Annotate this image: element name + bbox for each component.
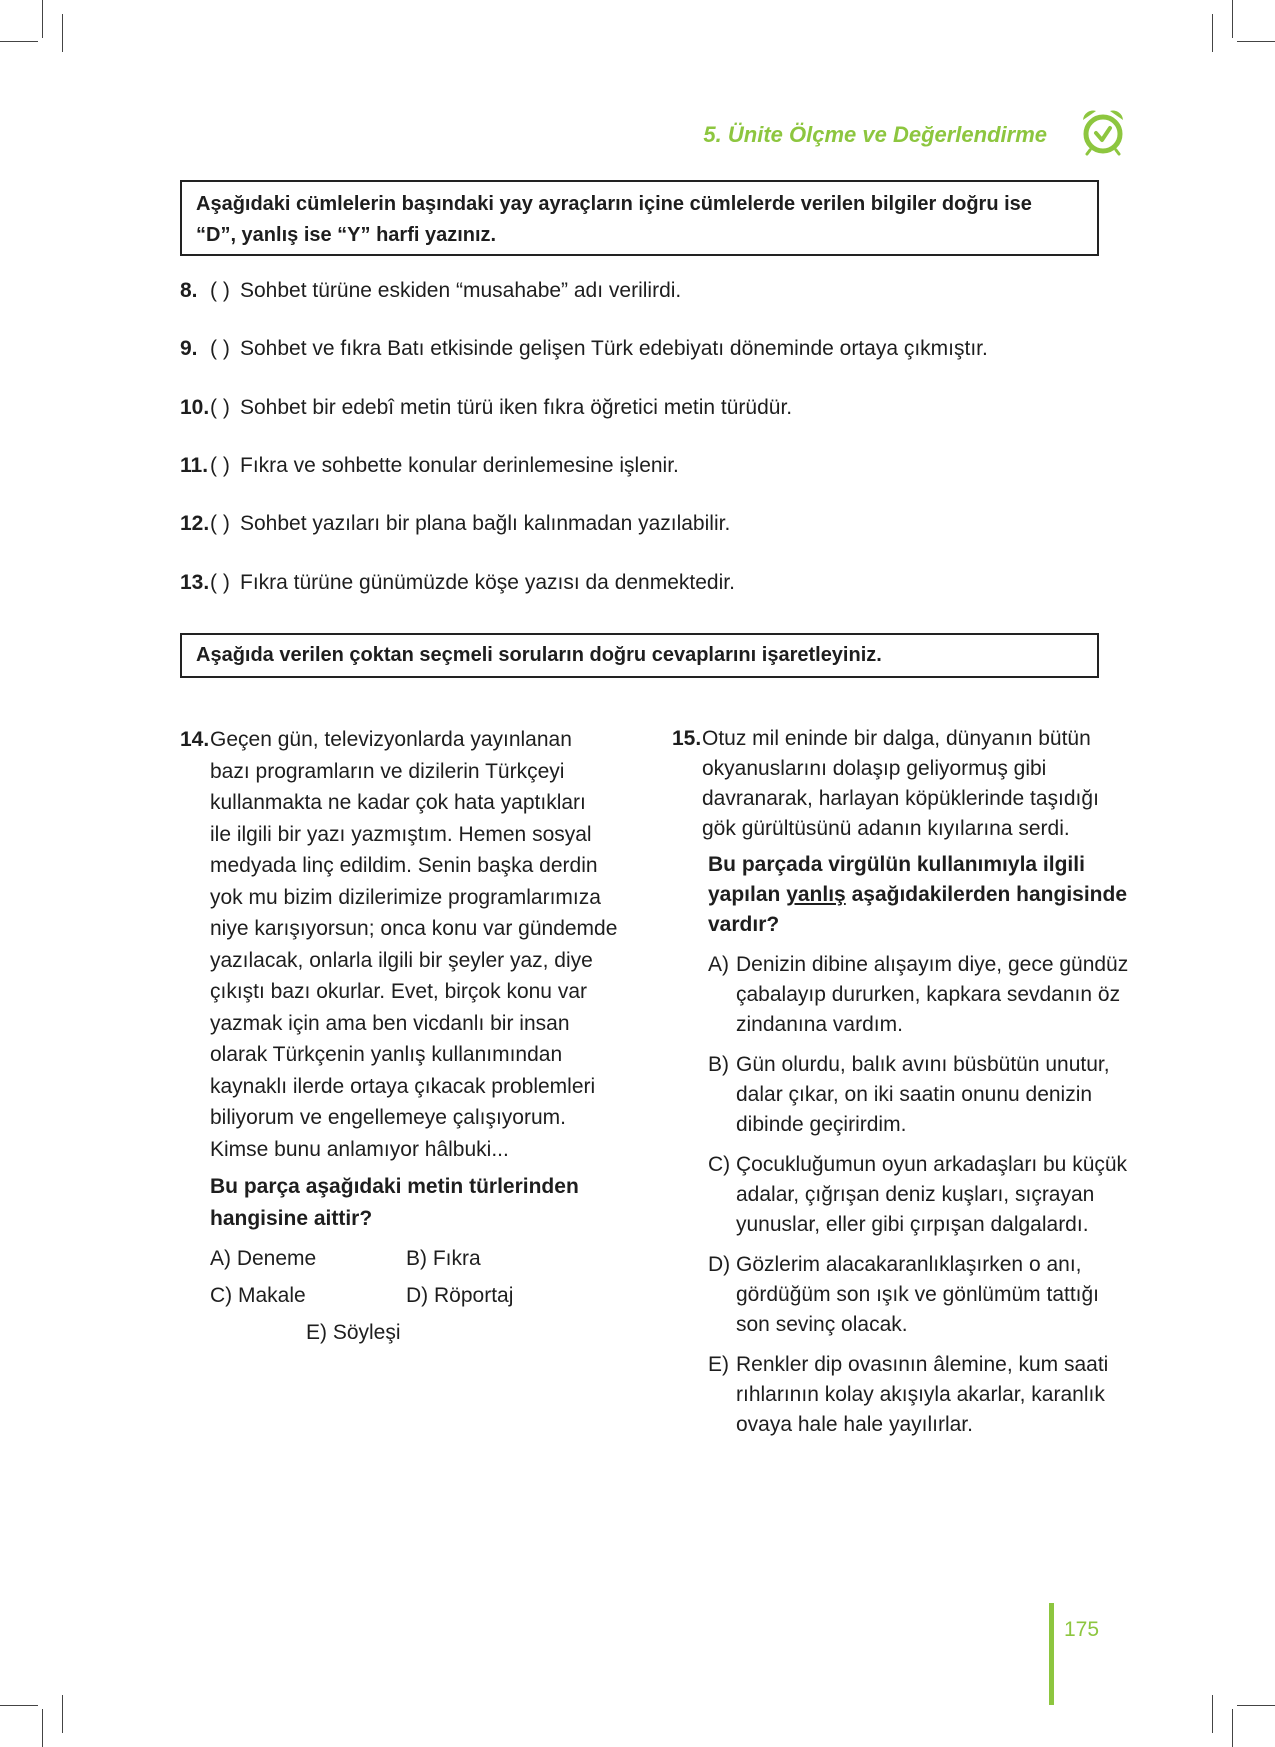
passage-line: yok mu bizim dizilerimize programlarımıza (210, 885, 601, 909)
true-false-item (180, 453, 679, 479)
answer-blank[interactable]: ( ) (210, 337, 230, 360)
crop-mark (0, 1705, 38, 1706)
true-false-item (180, 395, 792, 421)
passage-line: olarak Türkçenin yanlış kullanımından (210, 1043, 563, 1066)
stem-line (708, 880, 1150, 910)
question-15 (672, 724, 1150, 1440)
item-number: 13. (180, 571, 210, 594)
passage-line: biliyorum ve engellemeye çalışıyorum. (210, 1106, 566, 1129)
answer-blank[interactable]: ( ) (210, 454, 230, 477)
question-14 (180, 724, 650, 1351)
answer-blank[interactable]: ( ) (210, 396, 230, 419)
item-number: 11. (180, 454, 209, 477)
crop-mark (42, 1709, 43, 1747)
option-line: gördüğüm son ışık ve gönlümüm tattığı (736, 1283, 1100, 1306)
option-line: çabalayıp dururken, kapkara sevdanın öz (736, 983, 1121, 1006)
true-false-item (180, 570, 735, 596)
passage-line: okyanuslarını dolaşıp geliyormuş gibi (702, 757, 1047, 780)
page-number: 175 (1064, 1618, 1100, 1641)
passage-line: bazı programların ve dizilerin Türkçeyi (210, 759, 565, 783)
answer-blank[interactable]: ( ) (210, 512, 230, 535)
passage-line: Geçen gün, televizyonlarda yayınlanan (210, 728, 572, 751)
instruction-line: Aşağıdaki cümlelerin başındaki yay ayraçların içine cümlelerde verilen bilgiler doğru ise (196, 193, 1032, 215)
option-line: rıhlarının kolay akışıyla akarlar, karanlık (736, 1383, 1105, 1406)
stem-emphasis: yanlış (786, 883, 846, 906)
passage-line: ile ilgili bir yazı yazmıştım. Hemen sosyal (210, 822, 592, 846)
crop-mark (1232, 1709, 1233, 1747)
item-text: Fıkra türüne günümüzde köşe yazısı da denmektedir. (240, 571, 735, 594)
page-number-bar (1049, 1603, 1054, 1705)
stem-line: Bu parçada virgülün kullanımıyla ilgili (708, 853, 1085, 876)
option-line: zindanına vardım. (736, 1013, 903, 1036)
stem-text: aşağıdakilerden hangisinde (845, 883, 1128, 906)
option-line: adalar, çığrışan deniz kuşları, sıçrayan (736, 1183, 1095, 1206)
option-line: Gözlerim alacakaranlıklaşırken o anı, (736, 1253, 1082, 1276)
answer-blank[interactable]: ( ) (210, 571, 230, 594)
true-false-item (180, 511, 730, 537)
passage-line: kaynaklı ilerde ortaya çıkacak problemleri (210, 1074, 596, 1098)
crop-mark (1237, 41, 1275, 42)
option-line: Renkler dip ovasının âlemine, kum saati (736, 1353, 1109, 1376)
item-number: 12. (180, 512, 210, 535)
option-letter: B) (708, 1053, 729, 1076)
instruction-box-true-false (180, 180, 1099, 256)
option-line: Denizin dibine alışayım diye, gece gündüz (736, 953, 1129, 976)
passage-line: niye karışıyorsun; onca konu var gündemde (210, 917, 618, 940)
item-text: Sohbet ve fıkra Batı etkisinde gelişen Türk edebiyatı döneminde ortaya çıkmıştır. (240, 337, 988, 360)
item-number: 9. (180, 337, 198, 360)
question-number: 15. (672, 727, 702, 750)
crop-mark (62, 1695, 63, 1733)
question-stem (672, 850, 1150, 940)
stem-line: hangisine aittir? (210, 1206, 373, 1230)
crop-mark (1232, 0, 1233, 38)
crop-mark (1212, 14, 1213, 52)
item-text: Sohbet bir edebî metin türü iken fıkra öğretici metin türüdür. (240, 396, 793, 419)
crop-mark (1212, 1695, 1213, 1733)
passage-line: davranarak, harlayan köpüklerinde taşıdığı (702, 787, 1099, 810)
passage-line: Kimse bunu anlamıyor hâlbuki... (210, 1137, 509, 1161)
stem-line: vardır? (708, 913, 780, 936)
passage-line: yazılacak, onlarla ilgili bir şeyler yaz, diye (210, 948, 593, 972)
option-line: Gün olurdu, balık avını büsbütün unutur, (736, 1053, 1110, 1076)
option-line: dalar çıkar, on iki saatin onunu denizin (736, 1083, 1093, 1106)
instruction-box-multiple-choice (180, 633, 1099, 678)
option-b[interactable] (672, 1050, 1150, 1140)
option-d[interactable]: D) Röportaj (406, 1283, 514, 1307)
question-passage (672, 724, 1150, 844)
option-line: ovaya hale hale yayılırlar. (736, 1413, 973, 1436)
option-e[interactable] (672, 1350, 1150, 1440)
stem-text: yapılan (708, 883, 787, 906)
option-letter: E) (708, 1353, 729, 1376)
option-line: dibinde geçirirdim. (736, 1113, 907, 1136)
unit-title: 5. Ünite Ölçme ve Değerlendirme (703, 122, 1047, 147)
option-letter: D) (708, 1253, 731, 1276)
answer-blank[interactable]: ( ) (210, 279, 230, 302)
option-line: Çocukluğumun oyun arkadaşları bu küçük (736, 1153, 1128, 1176)
passage-line: gök gürültüsünü adanın kıyılarına serdi. (702, 817, 1070, 840)
answer-options (180, 1240, 650, 1351)
instruction-line: “D”, yanlış ise “Y” harfi yazınız. (196, 224, 497, 246)
passage-line: Otuz mil eninde bir dalga, dünyanın bütün (702, 727, 1091, 750)
item-text: Sohbet yazıları bir plana bağlı kalınmadan yazılabilir. (240, 512, 731, 535)
option-letter: A) (708, 953, 729, 976)
true-false-item (180, 278, 681, 304)
crop-mark (1237, 1705, 1275, 1706)
option-letter: C) (708, 1153, 731, 1176)
item-number: 10. (180, 396, 210, 419)
question-number: 14. (180, 728, 210, 751)
item-text: Sohbet türüne eskiden “musahabe” adı verilirdi. (240, 279, 682, 302)
passage-line: yazmak için ama ben vicdanlı bir insan (210, 1011, 570, 1035)
passage-line: kullanmakta ne kadar çok hata yaptıkları (210, 791, 586, 814)
instruction-line: Aşağıda verilen çoktan seçmeli soruların doğru cevaplarını işaretleyiniz. (196, 644, 882, 666)
alarm-clock-icon (1080, 106, 1126, 156)
option-a[interactable] (672, 950, 1150, 1040)
option-b[interactable]: B) Fıkra (406, 1246, 481, 1270)
true-false-item (180, 336, 988, 362)
option-e[interactable]: E) Söyleşi (306, 1320, 401, 1344)
option-line: yunuslar, eller gibi çırpışan dalgalardı. (736, 1213, 1089, 1236)
question-passage (180, 724, 650, 1165)
option-d[interactable] (672, 1250, 1150, 1340)
crop-mark (0, 41, 38, 42)
question-stem (180, 1171, 650, 1234)
option-c[interactable]: C) Makale (210, 1283, 306, 1307)
item-text: Fıkra ve sohbette konular derinlemesine işlenir. (240, 454, 679, 477)
item-number: 8. (180, 279, 198, 302)
option-line: son sevinç olacak. (736, 1313, 908, 1336)
option-a[interactable]: A) Deneme (210, 1246, 317, 1270)
crop-mark (42, 0, 43, 38)
passage-line: medyada linç edildim. Senin başka derdin (210, 854, 598, 877)
crop-mark (62, 14, 63, 52)
passage-line: çıkıştı bazı okurlar. Evet, birçok konu var (210, 980, 587, 1003)
option-c[interactable] (672, 1150, 1150, 1240)
stem-line: Bu parça aşağıdaki metin türlerinden (210, 1175, 579, 1198)
